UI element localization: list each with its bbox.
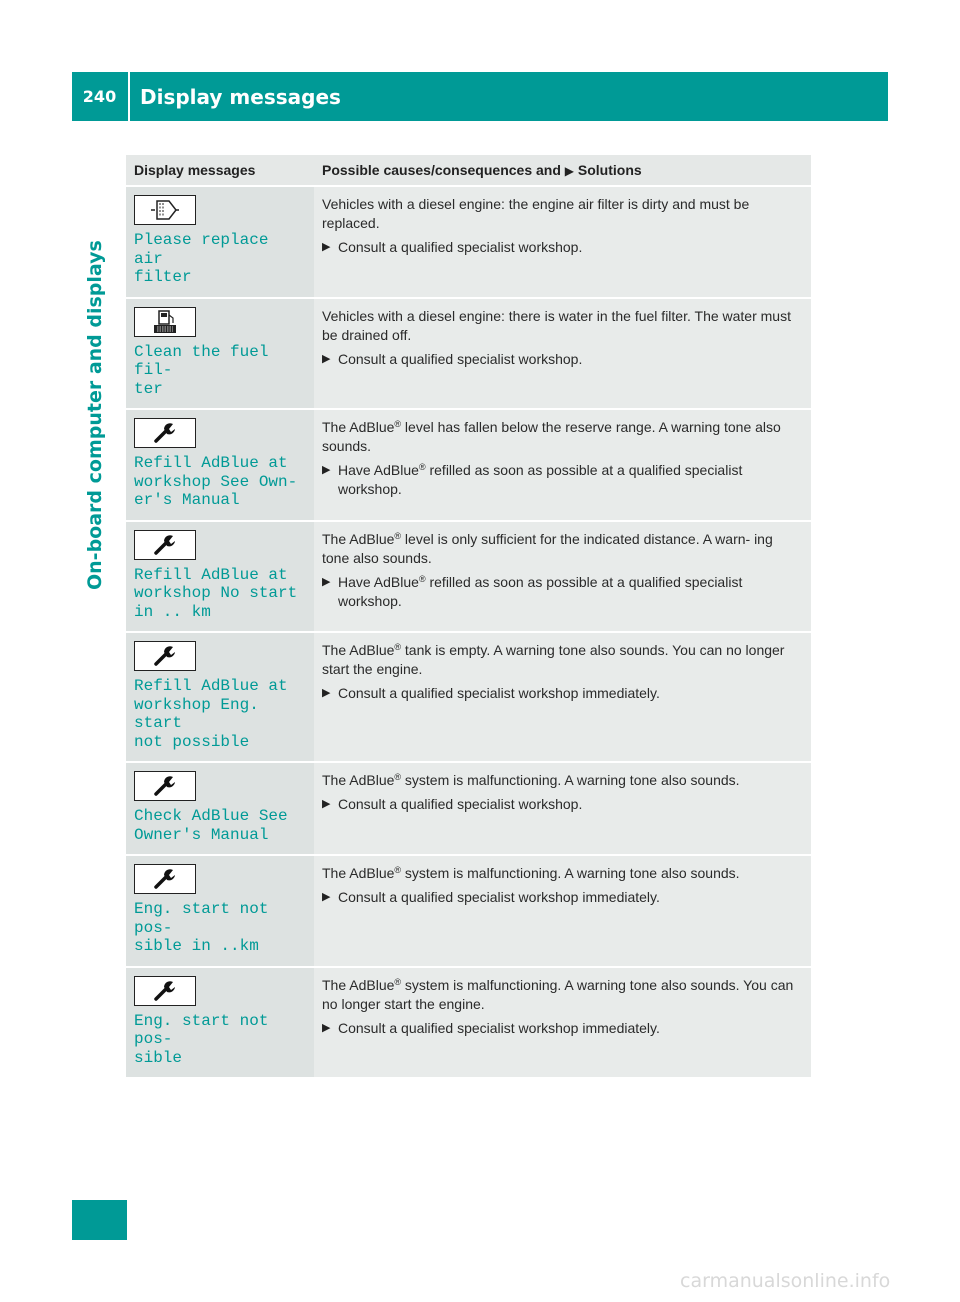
arrow-right-icon: ▶ xyxy=(322,1021,331,1034)
registered-mark: ® xyxy=(394,419,402,429)
table-row xyxy=(126,762,811,855)
solution-text xyxy=(338,461,803,499)
header-divider xyxy=(128,72,130,121)
solution-text xyxy=(338,684,660,703)
solution-text xyxy=(338,795,582,814)
chapter-side-label xyxy=(84,230,114,590)
display-message-cell xyxy=(126,298,314,410)
table-row xyxy=(126,632,811,762)
arrow-right-icon: ▶ xyxy=(322,575,331,588)
solution-text xyxy=(338,888,660,907)
column-header-causes-pre: Possible causes/consequences and xyxy=(322,162,561,178)
display-message-cell xyxy=(126,855,314,967)
solution-text xyxy=(338,350,582,369)
chapter-title: On-board computer and displays xyxy=(84,240,106,590)
solution-text xyxy=(338,238,582,257)
wrench-icon xyxy=(134,976,196,1006)
cause-text xyxy=(322,771,803,790)
wrench-icon xyxy=(134,530,196,560)
display-message-cell xyxy=(126,632,314,762)
cause-text xyxy=(322,418,803,456)
table-row xyxy=(126,855,811,967)
solution-item xyxy=(322,238,803,257)
display-message-cell xyxy=(126,409,314,521)
solution-text-pre: Consult a qualified specialist workshop immediately. xyxy=(338,1019,660,1036)
solution-text-post: refilled as soon as possible at a qualified specialist workshop. xyxy=(338,573,743,609)
solution-text-pre: Consult a qualified specialist workshop immediately. xyxy=(338,889,660,905)
cause-text xyxy=(322,641,803,679)
display-message-cell xyxy=(126,967,314,1079)
solution-item xyxy=(322,888,803,907)
solution-text-post: refilled as soon as possible at a qualified specialist workshop. xyxy=(338,462,743,497)
cause-text-pre: The AdBlue xyxy=(322,419,395,435)
air-filter-icon xyxy=(134,195,196,225)
table-header-row xyxy=(126,155,811,186)
table-row xyxy=(126,967,811,1079)
cause-text-pre: Vehicles with a diesel engine: the engine air filter is dirty and must be replaced. xyxy=(322,196,750,231)
arrow-right-icon: ▶ xyxy=(322,352,331,365)
solution-text-pre: Have AdBlue xyxy=(338,573,419,590)
arrow-right-icon: ▶ xyxy=(564,164,575,178)
wrench-icon xyxy=(134,771,196,801)
registered-mark: ® xyxy=(394,772,402,782)
registered-mark: ® xyxy=(418,462,426,472)
display-message-text: Eng. start not pos‐ sible xyxy=(134,1011,269,1067)
cause-text xyxy=(322,864,803,883)
cause-text-pre: The AdBlue xyxy=(322,642,395,658)
causes-cell xyxy=(314,967,811,1079)
causes-cell xyxy=(314,632,811,762)
arrow-right-icon: ▶ xyxy=(322,798,331,810)
arrow-right-icon: ▶ xyxy=(322,241,331,253)
page-number: 240 xyxy=(82,87,117,106)
display-message-text: Clean the fuel fil‐ ter xyxy=(134,342,269,398)
cause-text-post: tank is empty. A warning tone also sounds. You can no longer start the engine. xyxy=(322,642,785,677)
cause-text xyxy=(322,307,803,345)
arrow-right-icon: ▶ xyxy=(322,891,331,903)
display-message-text: Refill AdBlue at workshop No start in .. km xyxy=(134,565,298,621)
solution-item xyxy=(322,573,803,611)
registered-mark: ® xyxy=(418,573,426,584)
table-row xyxy=(126,521,811,633)
solution-item xyxy=(322,795,803,814)
cause-text-pre: The AdBlue xyxy=(322,976,395,993)
solution-item xyxy=(322,684,803,703)
causes-cell xyxy=(314,855,811,967)
table-row xyxy=(126,409,811,521)
causes-cell xyxy=(314,521,811,633)
cause-text-pre: Vehicles with a diesel engine: there is water in the fuel filter. The water must be drained off. xyxy=(322,307,791,343)
display-message-cell xyxy=(126,521,314,633)
display-message-text: Check AdBlue See Owner's Manual xyxy=(134,807,288,844)
cause-text-pre: The AdBlue xyxy=(322,530,395,547)
solution-text-pre: Have AdBlue xyxy=(338,462,419,478)
display-messages-table xyxy=(126,155,811,1079)
cause-text-post: system is malfunctioning. A warning tone also sounds. xyxy=(401,772,740,788)
causes-cell xyxy=(314,409,811,521)
wrench-icon xyxy=(134,418,196,448)
cause-text xyxy=(322,195,803,233)
display-message-text: Eng. start not pos‐ sible in ..km xyxy=(134,900,269,955)
cause-text-pre: The AdBlue xyxy=(322,865,395,881)
causes-cell xyxy=(314,762,811,855)
wrench-icon xyxy=(134,864,196,894)
cause-text-post: level has fallen below the reserve range. A warning tone also sounds. xyxy=(322,419,781,454)
registered-mark: ® xyxy=(394,530,402,541)
table-row xyxy=(126,186,811,298)
watermark: carmanualsonline.info xyxy=(680,1270,891,1292)
arrow-right-icon: ▶ xyxy=(322,464,331,476)
solution-item xyxy=(322,350,803,369)
display-message-cell xyxy=(126,186,314,298)
display-message-text: Please replace air filter xyxy=(134,231,269,286)
cause-text-post: system is malfunctioning. A warning tone also sounds. xyxy=(401,865,740,881)
cause-text-post: system is malfunctioning. A warning tone also sounds. You can no longer start the engine. xyxy=(322,976,794,1012)
cause-text-pre: The AdBlue xyxy=(322,772,395,788)
solution-text-pre: Consult a qualified specialist workshop. xyxy=(338,796,583,812)
chapter-side-block xyxy=(72,1200,127,1240)
solution-text-pre: Consult a qualified specialist workshop. xyxy=(338,350,583,367)
solution-item xyxy=(322,461,803,499)
column-header-solutions: Solutions xyxy=(577,162,642,178)
registered-mark: ® xyxy=(394,865,402,875)
causes-cell xyxy=(314,298,811,410)
solution-text-pre: Consult a qualified specialist workshop. xyxy=(338,239,583,255)
display-message-text: Refill AdBlue at workshop See Own‐ er's Manual xyxy=(134,454,298,509)
solution-text xyxy=(338,1019,660,1038)
display-message-cell xyxy=(126,762,314,855)
cause-text-post: level is only sufficient for the indicated distance. A warn‐ ing tone also sounds. xyxy=(322,530,773,566)
display-message-text: Refill AdBlue at workshop Eng. start not possible xyxy=(134,677,288,751)
arrow-right-icon: ▶ xyxy=(322,687,331,699)
fuel-filter-icon xyxy=(134,307,196,337)
solution-text xyxy=(338,573,803,611)
page-header xyxy=(72,72,888,121)
solution-item xyxy=(322,1019,803,1038)
table-row xyxy=(126,298,811,410)
solution-text-pre: Consult a qualified specialist workshop immediately. xyxy=(338,685,660,701)
registered-mark: ® xyxy=(394,642,402,652)
column-header-causes xyxy=(314,155,811,186)
column-header-display-messages: Display messages xyxy=(126,155,314,186)
registered-mark: ® xyxy=(394,976,402,987)
cause-text xyxy=(322,976,803,1014)
causes-cell xyxy=(314,186,811,298)
cause-text xyxy=(322,530,803,568)
wrench-icon xyxy=(134,641,196,671)
page-title: Display messages xyxy=(140,84,341,109)
